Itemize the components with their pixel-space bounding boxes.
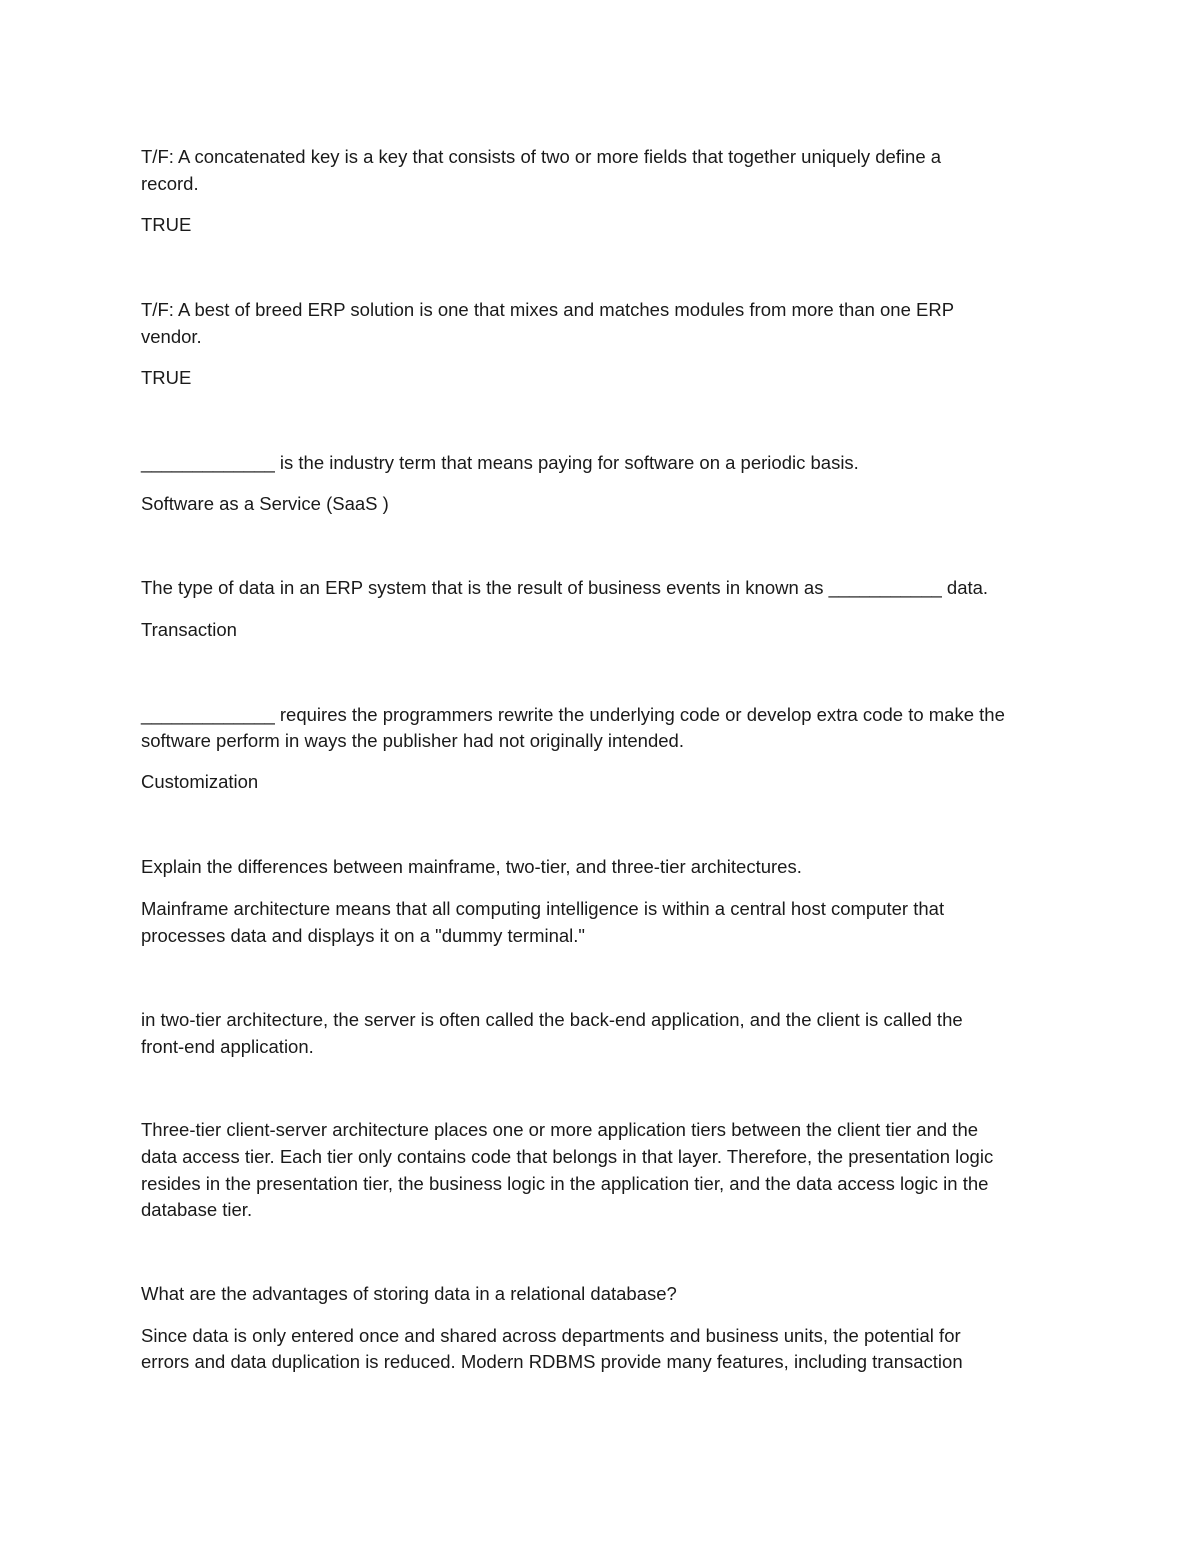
q1-question-line2: record.	[141, 173, 199, 194]
q7-question-line1: What are the advantages of storing data in a relational database?	[141, 1283, 677, 1304]
q5-question-line2: software perform in ways the publisher had not originally intended.	[141, 730, 684, 751]
q6-answer-p3-line3: resides in the presentation tier, the business logic in the application tier, and the data access logic in the	[141, 1173, 989, 1194]
q5-answer: Customization	[141, 771, 259, 792]
q6-question-line1: Explain the differences between mainframe, two-tier, and three-tier architectures.	[141, 856, 802, 877]
q6-answer-p2-line1: in two-tier architecture, the server is often called the back-end application, and the client is called the	[141, 1009, 963, 1030]
q6-answer-p2-line2: front-end application.	[141, 1036, 314, 1057]
q4-answer: Transaction	[141, 619, 237, 640]
q5-question-line1: _____________ requires the programmers rewrite the underlying code or develop extra code to make the	[141, 704, 1005, 725]
q6-answer-p3-line4: database tier.	[141, 1199, 253, 1220]
q7-answer-line1: Since data is only entered once and shared across departments and business units, the potential for	[141, 1325, 961, 1346]
q6-answer-p1-line2: processes data and displays it on a "dummy terminal."	[141, 925, 585, 946]
q6-answer-p1-line1: Mainframe architecture means that all computing intelligence is within a central host computer that	[141, 898, 945, 919]
q2-question-line2: vendor.	[141, 326, 202, 347]
q7-answer-line2: errors and data duplication is reduced. Modern RDBMS provide many features, including transaction	[141, 1351, 963, 1372]
q3-question-line1: _____________ is the industry term that means paying for software on a periodic basis.	[141, 452, 859, 473]
q6-answer-p3-line1: Three-tier client-server architecture places one or more application tiers between the client tier and the	[141, 1119, 979, 1140]
q1-answer: TRUE	[141, 214, 192, 235]
q4-question-line1: The type of data in an ERP system that is the result of business events in known as ___________ data.	[141, 577, 989, 598]
q6-answer-p3-line2: data access tier. Each tier only contains code that belongs in that layer. Therefore, the presentation logic	[141, 1146, 994, 1167]
q2-question-line1: T/F: A best of breed ERP solution is one that mixes and matches modules from more than one ERP	[141, 299, 955, 320]
q1-question-line1: T/F: A concatenated key is a key that consists of two or more fields that together uniquely define a	[141, 146, 942, 167]
q2-answer: TRUE	[141, 367, 192, 388]
q3-answer: Software as a Service (SaaS )	[141, 493, 389, 514]
